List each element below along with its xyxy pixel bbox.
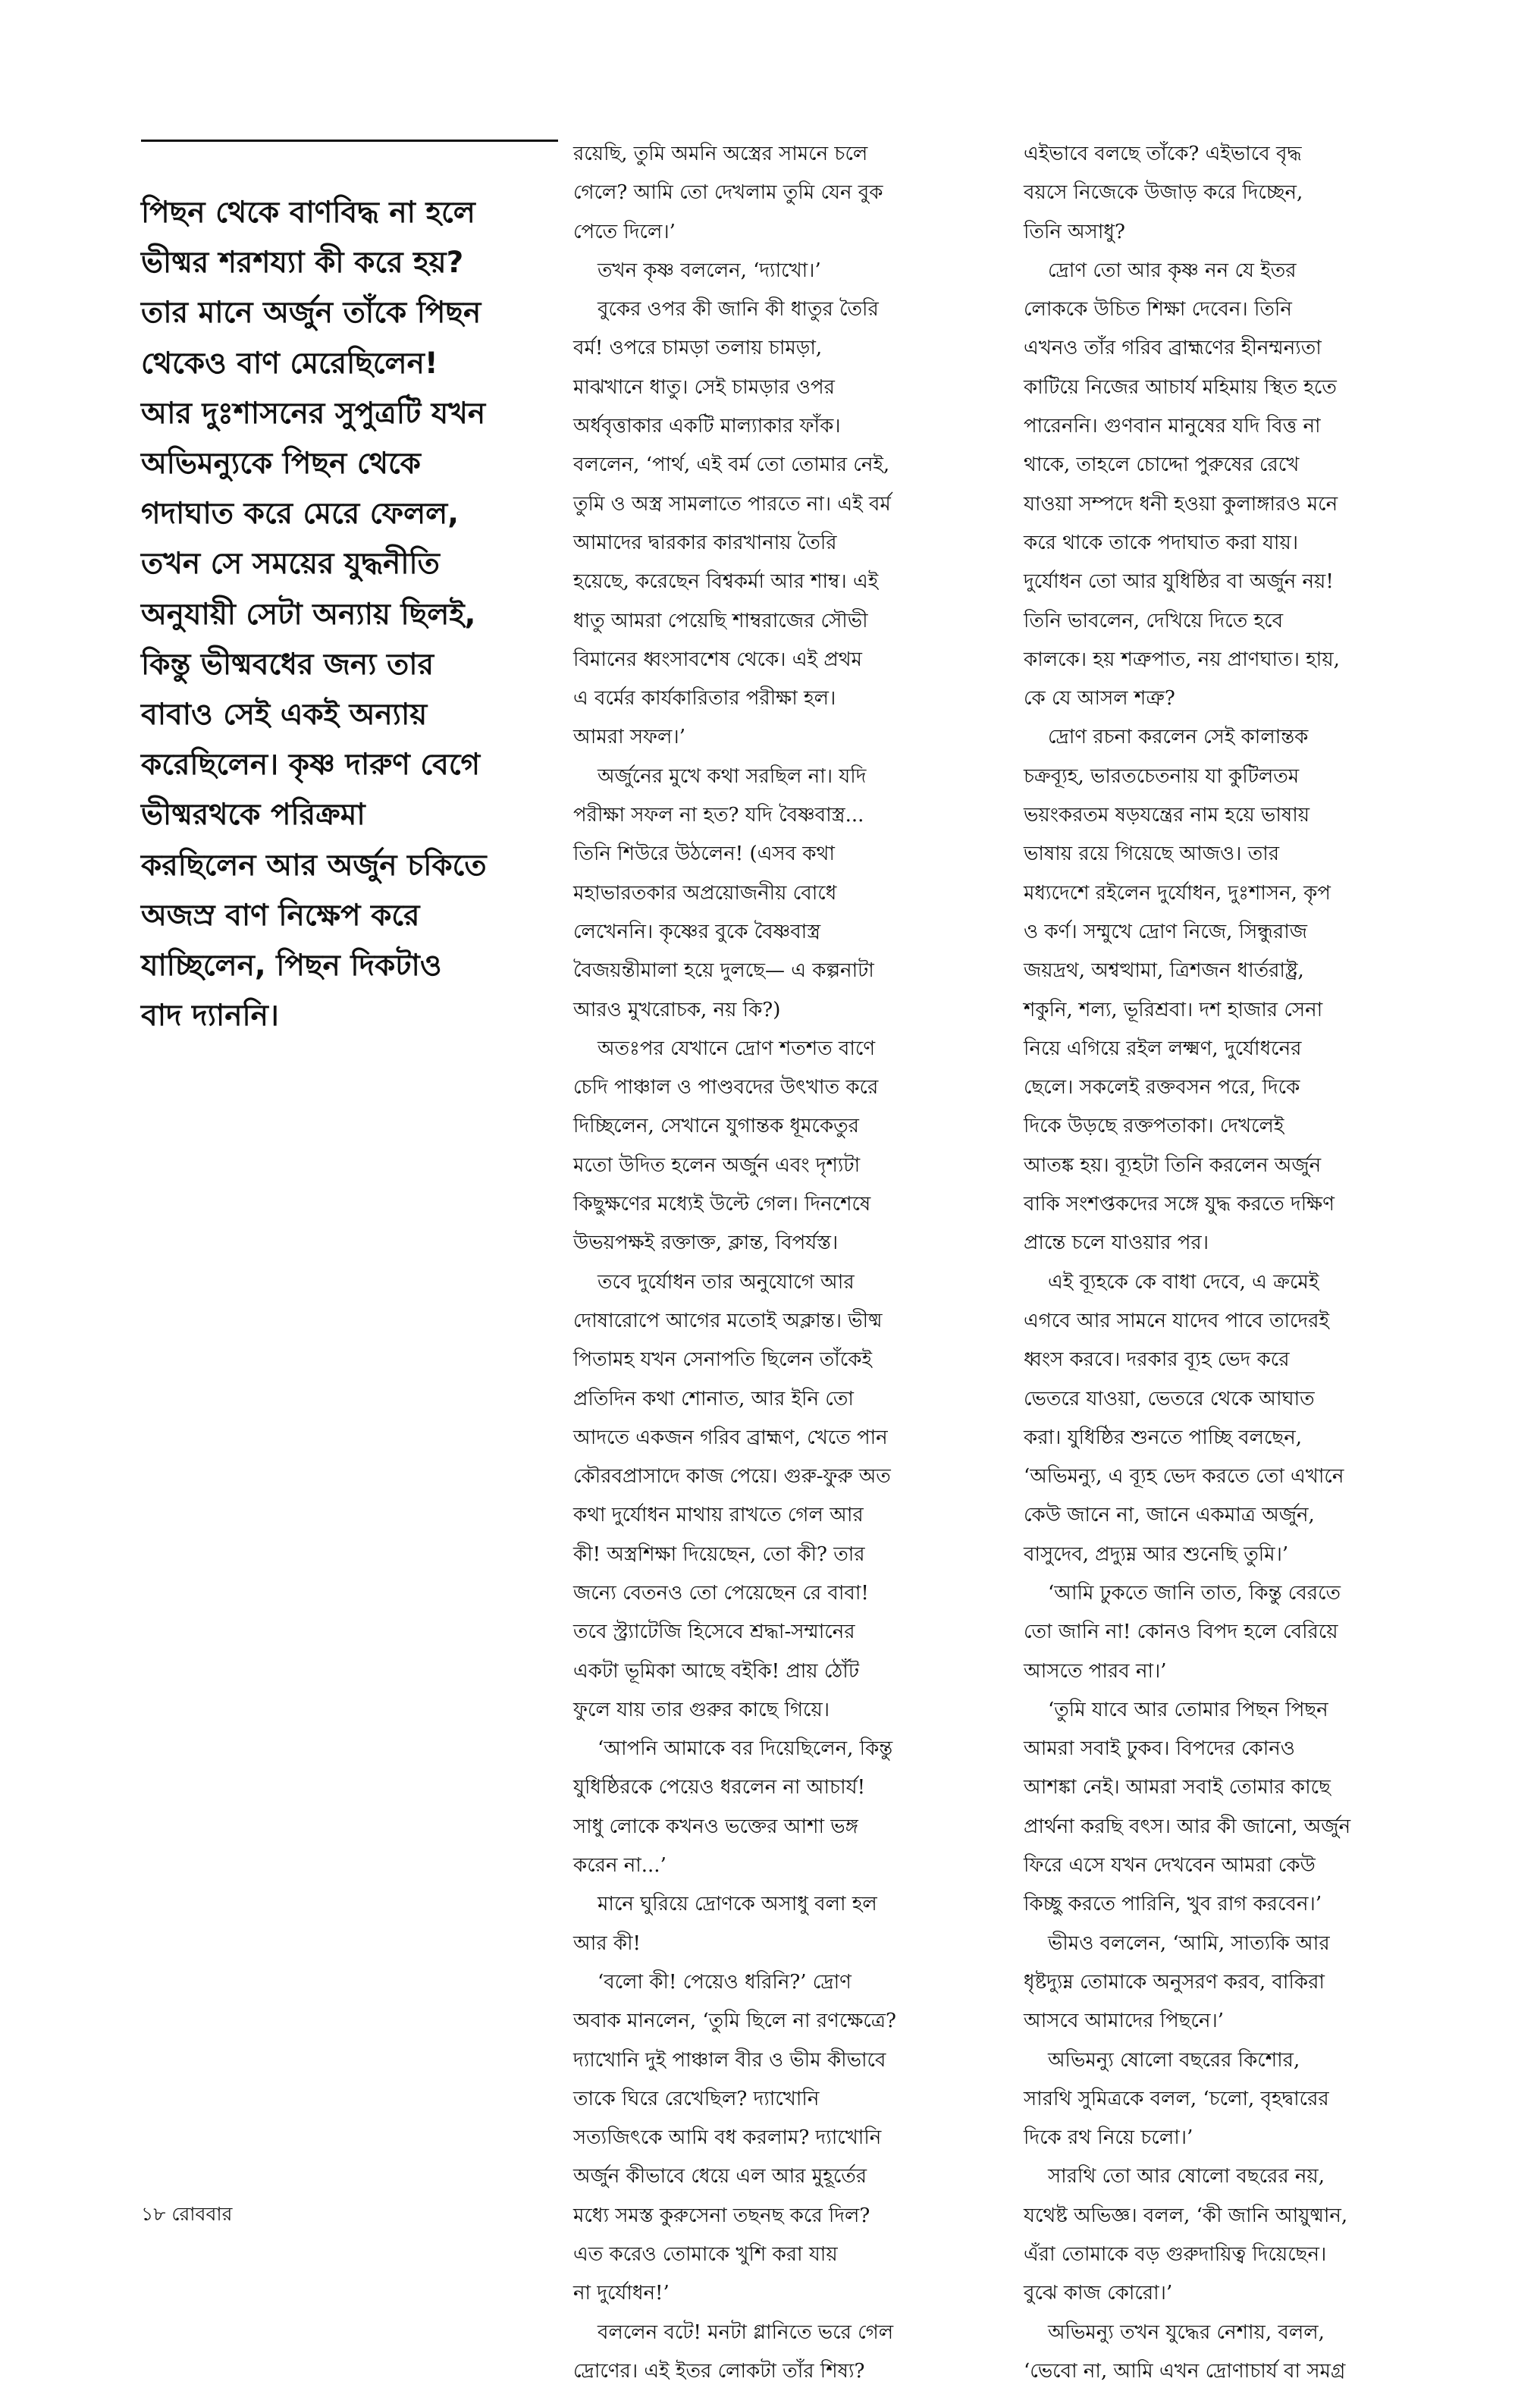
text-line: দ্রোণ রচনা করলেন সেই কালান্তক [1048,726,1309,749]
pull-quote-line: ভীষ্মর শরশয্যা কী করে হয়? [141,246,464,281]
text-line: অভিমন্যু তখন যুদ্ধের নেশায়, বলল, [1048,2320,1325,2344]
top-rule [141,140,558,142]
text-line: এত করেও তোমাকে খুশি করা যায় [573,2243,838,2267]
text-line: মাঝখানে ধাতু। সেই চামড়ার ওপর [573,375,835,399]
pull-quote [141,188,550,1041]
text-line: ফুলে যায় তার গুরুর কাছে গিয়ে। [573,1698,830,1721]
text-line: তবে দুর্যোধন তার অনুযোগে আর [597,1270,855,1294]
text-line: সারথি সুমিত্রকে বলল, ‘চলো, বৃহদ্বারের [1024,2087,1329,2110]
text-line: যাওয়া সম্পদে ধনী হওয়া কুলাঙ্গারও মনে [1024,492,1338,516]
text-line: নিয়ে এগিয়ে রইল লক্ষ্মণ, দুর্যোধনের [1024,1037,1302,1060]
text-line: দুর্যোধন তো আর যুধিষ্ঠির বা অর্জুন নয়! [1024,570,1334,594]
text-line: ভেতরে যাওয়া, ভেতরে থেকে আঘাত [1024,1387,1315,1410]
pull-quote-line: যাচ্ছিলেন, পিছন দিকটাও [141,949,442,984]
text-line: অবাক মানলেন, ‘তুমি ছিলে না রণক্ষেত্রে? [573,2010,896,2033]
text-line: মহাভারতকার অপ্রয়োজনীয় বোধে [573,881,837,905]
pull-quote-line: তখন সে সময়ের যুদ্ধনীতি [141,547,440,582]
text-line: কথা দুর্যোধন মাথায় রাখতে গেল আর [573,1504,864,1527]
text-line: ধ্বংস করবে। দরকার ব্যূহ ভেদ করে [1024,1348,1290,1372]
text-line: কেউ জানে না, জানে একমাত্র অর্জুন, [1024,1504,1315,1527]
text-line: শকুনি, শল্য, ভূরিশ্রবা। দশ হাজার সেনা [1024,998,1323,1021]
text-line: ভাষায় রয়ে গিয়েছে আজও। তার [1024,842,1280,866]
text-line: বুকের ওপর কী জানি কী ধাতুর তৈরি [597,298,879,322]
text-line: মধ্যে সমস্ত কুরুসেনা তছনছ করে দিল? [573,2204,870,2227]
text-line: বললেন বটে! মনটা গ্লানিতে ভরে গেল [597,2320,894,2344]
text-line: কিছুক্ষণের মধ্যেই উল্টে গেল। দিনশেষে [573,1193,871,1216]
text-line: ‘তুমি যাবে আর তোমার পিছন পিছন [1048,1698,1328,1721]
text-line: বৈজয়ন্তীমালা হয়ে দুলছে— এ কল্পনাটা [573,959,874,983]
text-line: অভিমন্যু ষোলো বছরের কিশোর, [1048,2048,1300,2072]
text-line: আসবে আমাদের পিছনে।’ [1024,2010,1225,2033]
text-line: লেখেননি। কৃষ্ণের বুকে বৈষ্ণবাস্ত্র [573,920,821,943]
pull-quote-line: অনুযায়ী সেটা অন্যায় ছিলই, [141,597,476,632]
text-line: যথেষ্ট অভিজ্ঞ। বলল, ‘কী জানি আয়ুষ্মান, [1024,2204,1348,2227]
text-line: তবে স্ট্র্যাটেজি হিসেবে শ্রদ্ধা-সম্মানের [573,1621,855,1644]
text-line: অর্ধবৃত্তাকার একটি মাল্যাকার ফাঁক। [573,415,841,438]
text-line: তুমি ও অস্ত্র সামলাতে পারতে না। এই বর্ম [573,492,891,516]
text-line: প্রার্থনা করছি বৎস। আর কী জানো, অর্জুন [1024,1815,1351,1838]
text-line: বয়সে নিজেকে উজাড় করে দিচ্ছেন, [1024,181,1303,205]
pull-quote-line: বাদ দ্যাননি। [141,999,279,1034]
text-line: বললেন, ‘পার্থ, এই বর্ম তো তোমার নেই, [573,453,890,477]
text-line: কী! অস্ত্রশিক্ষা দিয়েছেন, তো কী? তার [573,1542,865,1566]
text-line: ‘আমি ঢুকতে জানি তাত, কিন্তু বেরতে [1048,1581,1341,1605]
text-line: প্রতিদিন কথা শোনাত, আর ইনি তো [573,1387,854,1410]
text-line: তো জানি না! কোনও বিপদ হলে বেরিয়ে [1024,1621,1338,1644]
text-line: আমরা সফল।’ [573,726,685,749]
text-line: কে যে আসল শত্রু? [1024,687,1175,711]
text-line: ‘বলো কী! পেয়েও ধরিনি?’ দ্রোণ [597,1970,852,1994]
pull-quote-line: ভীষ্মরথকে পরিক্রমা [141,798,365,833]
text-line: সত্যজিৎকে আমি বধ করলাম? দ্যাখোনি [573,2126,882,2150]
text-line: আশঙ্কা নেই। আমরা সবাই তোমার কাছে [1024,1776,1331,1800]
text-line: আসতে পারব না।’ [1024,1659,1167,1683]
text-line: ও কর্ণ। সম্মুখে দ্রোণ নিজে, সিন্ধুরাজ [1024,920,1307,943]
text-line: এঁরা তোমাকে বড় গুরুদায়িত্ব দিয়েছেন। [1024,2243,1327,2267]
pull-quote-line: করছিলেন আর অর্জুন চকিতে [141,848,487,883]
text-line: দ্রোণ তো আর কৃষ্ণ নন যে ইতর [1048,259,1297,282]
text-line: একটা ভূমিকা আছে বইকি! প্রায় ঠোঁট [573,1659,859,1683]
text-line: পিতামহ যখন সেনাপতি ছিলেন তাঁকেই [573,1348,872,1372]
pull-quote-line: অজস্র বাণ নিক্ষেপ করে [141,898,420,933]
text-line: বর্ম! ওপরে চামড়া তলায় চামড়া, [573,337,823,360]
text-line: চক্রব্যূহ, ভারতচেতনায় যা কুটিলতম [1024,764,1300,788]
text-line: অর্জুনের মুখে কথা সরছিল না। যদি [597,764,867,788]
text-line: কিচ্ছু করতে পারিনি, খুব রাগ করবেন।’ [1024,1893,1322,1916]
text-line: পারেননি। গুণবান মানুষের যদি বিত্ত না [1024,415,1321,438]
text-line: আমরা সবাই ঢুকব। বিপদের কোনও [1024,1737,1295,1761]
pull-quote-line: বাবাও সেই একই অন্যায় [141,698,428,733]
text-line: তাকে ঘিরে রেখেছিল? দ্যাখোনি [573,2087,820,2110]
text-line: মানে ঘুরিয়ে দ্রোণকে অসাধু বলা হল [597,1893,877,1916]
text-line: আমাদের দ্বারকার কারখানায় তৈরি [573,531,837,554]
text-line: বাসুদেব, প্রদ্যুম্ন আর শুনেছি তুমি।’ [1024,1542,1289,1566]
text-line: আরও মুখরোচক, নয় কি?) [573,998,781,1021]
text-line: লোককে উচিত শিক্ষা দেবেন। তিনি [1024,298,1292,322]
text-line: ধাতু আমরা পেয়েছি শাম্বরাজের সৌভী [573,609,868,632]
text-line: বাকি সংশপ্তকদের সঙ্গে যুদ্ধ করতে দক্ষিণ [1024,1193,1335,1216]
text-line: যুধিষ্ঠিরকে পেয়েও ধরলেন না আচার্য! [573,1776,866,1800]
text-line: এ বর্মের কার্যকারিতার পরীক্ষা হল। [573,687,836,711]
text-line: এখনও তাঁর গরিব ব্রাহ্মণের হীনম্মন্যতা [1024,337,1322,360]
text-column-2 [573,135,1028,2391]
text-line: ধৃষ্টদ্যুম্ন তোমাকে অনুসরণ করব, বাকিরা [1024,1970,1325,1994]
text-line: ভীমও বললেন, ‘আমি, সাত্যকি আর [1048,1931,1330,1955]
text-line: অতঃপর যেখানে দ্রোণ শতশত বাণে [597,1037,876,1060]
text-line: কৌরবপ্রাসাদে কাজ পেয়ে। গুরু-ফুরু অত [573,1465,891,1489]
text-line: আতঙ্ক হয়। ব্যূহটা তিনি করলেন অর্জুন [1024,1153,1322,1177]
page-label: ১৮ রোববার [141,2203,233,2225]
text-line: ভয়ংকরতম ষড়যন্ত্রের নাম হয়ে ভাষায় [1024,804,1310,827]
text-line: পরীক্ষা সফল না হত? যদি বৈষ্ণবাস্ত্র... [573,804,864,827]
text-line: করে থাকে তাকে পদাঘাত করা যায়। [1024,531,1299,554]
pull-quote-line: পিছন থেকে বাণবিদ্ধ না হলে [141,196,475,230]
text-line: ছেলে। সকলেই রক্তবসন পরে, দিকে [1024,1076,1300,1100]
text-line: জন্যে বেতনও তো পেয়েছেন রে বাবা! [573,1581,869,1605]
text-line: হয়েছে, করেছেন বিশ্বকর্মা আর শাম্ব। এই [573,570,879,594]
pull-quote-line: করেছিলেন। কৃষ্ণ দারুণ বেগে [141,748,481,783]
pull-quote-line: থেকেও বাণ মেরেছিলেন! [141,346,438,381]
text-line: তিনি ভাবলেন, দেখিয়ে দিতে হবে [1024,609,1284,632]
text-line: মধ্যদেশে রইলেন দুর্যোধন, দুঃশাসন, কৃপ [1024,881,1331,905]
pull-quote-line: গদাঘাত করে মেরে ফেলল, [141,497,459,532]
text-line: সারথি তো আর ষোলো বছরের নয়, [1048,2165,1325,2189]
text-line: বুঝে কাজ কোরো।’ [1024,2282,1173,2305]
text-line: করা। যুধিষ্ঠির শুনতে পাচ্ছি বলছেন, [1024,1426,1302,1449]
text-line: জয়দ্রথ, অশ্বত্থামা, ত্রিশজন ধার্তরাষ্ট্র, [1024,959,1304,983]
text-line: বিমানের ধ্বংসাবশেষ থেকে। এই প্রথম [573,648,862,671]
text-line: ‘অভিমন্যু, এ ব্যূহ ভেদ করতে তো এখানে [1024,1465,1344,1489]
text-line: এগবে আর সামনে যাদেব পাবে তাদেরই [1024,1309,1329,1332]
text-line: ‘ভেবো না, আমি এখন দ্রোণাচার্য বা সমগ্র [1024,2359,1346,2383]
text-line: তখন কৃষ্ণ বললেন, ‘দ্যাখো।’ [597,259,821,282]
text-line: তিনি শিউরে উঠলেন! (এসব কথা [573,842,835,866]
text-line: ফিরে এসে যখন দেখবেন আমরা কেউ [1024,1854,1316,1878]
text-line: উভয়পক্ষই রক্তাক্ত, ক্লান্ত, বিপর্যস্ত। [573,1232,839,1255]
text-line: আর কী! [573,1931,641,1955]
text-column-3 [1024,135,1479,2391]
text-line: করেন না...’ [573,1854,666,1878]
text-line: দ্যাখোনি দুই পাঞ্চাল বীর ও ভীম কীভাবে [573,2048,886,2072]
pull-quote-line: আর দুঃশাসনের সুপুত্রটি যখন [141,396,486,431]
text-line: চেদি পাঞ্চাল ও পাণ্ডবদের উৎখাত করে [573,1076,879,1100]
text-line: থাকে, তাহলে চোদ্দো পুরুষের রেখে [1024,453,1300,477]
text-line: না দুর্যোধন!’ [573,2282,670,2305]
text-line: কালকে। হয় শত্রুপাত, নয় প্রাণঘাত। হায়, [1024,648,1340,671]
pull-quote-line: তার মানে অর্জুন তাঁকে পিছন [141,296,481,331]
text-line: দ্রোণের। এই ইতর লোকটা তাঁর শিষ্য? [573,2359,865,2383]
text-line: রয়েছি, তুমি অমনি অস্ত্রের সামনে চলে [573,143,868,165]
text-line: এই ব্যূহকে কে বাধা দেবে, এ ক্রমেই [1048,1270,1319,1294]
text-line: দিচ্ছিলেন, সেখানে যুগান্তক ধূমকেতুর [573,1115,859,1138]
page-footer [141,2199,232,2229]
text-line: আদতে একজন গরিব ব্রাহ্মণ, খেতে পান [573,1426,888,1449]
text-line: পেতে দিলে।’ [573,220,676,243]
text-line: গেলে? আমি তো দেখলাম তুমি যেন বুক [573,181,883,205]
text-line: ‘আপনি আমাকে বর দিয়েছিলেন, কিন্তু [597,1737,893,1761]
text-line: মতো উদিত হলেন অর্জুন এবং দৃশ্যটা [573,1153,861,1177]
text-line: দিকে উড়ছে রক্তপতাকা। দেখলেই [1024,1115,1284,1138]
text-line: সাধু লোকে কখনও ভক্তের আশা ভঙ্গ [573,1815,858,1838]
text-line: অর্জুন কীভাবে ধেয়ে এল আর মুহূর্তের [573,2165,867,2189]
pull-quote-line: কিন্তু ভীষ্মবধের জন্য তার [141,647,434,682]
text-line: এইভাবে বলছে তাঁকে? এইভাবে বৃদ্ধ [1024,143,1302,165]
text-line: প্রান্তে চলে যাওয়ার পর। [1024,1232,1209,1255]
text-line: তিনি অসাধু? [1024,220,1125,243]
pull-quote-line: অভিমন্যুকে পিছন থেকে [141,447,421,482]
text-line: দোষারোপে আগের মতোই অক্লান্ত। ভীষ্ম [573,1309,883,1332]
text-line: দিকে রথ নিয়ে চলো।’ [1024,2126,1193,2150]
text-line: কাটিয়ে নিজের আচার্য মহিমায় স্থিত হতে [1024,375,1337,399]
